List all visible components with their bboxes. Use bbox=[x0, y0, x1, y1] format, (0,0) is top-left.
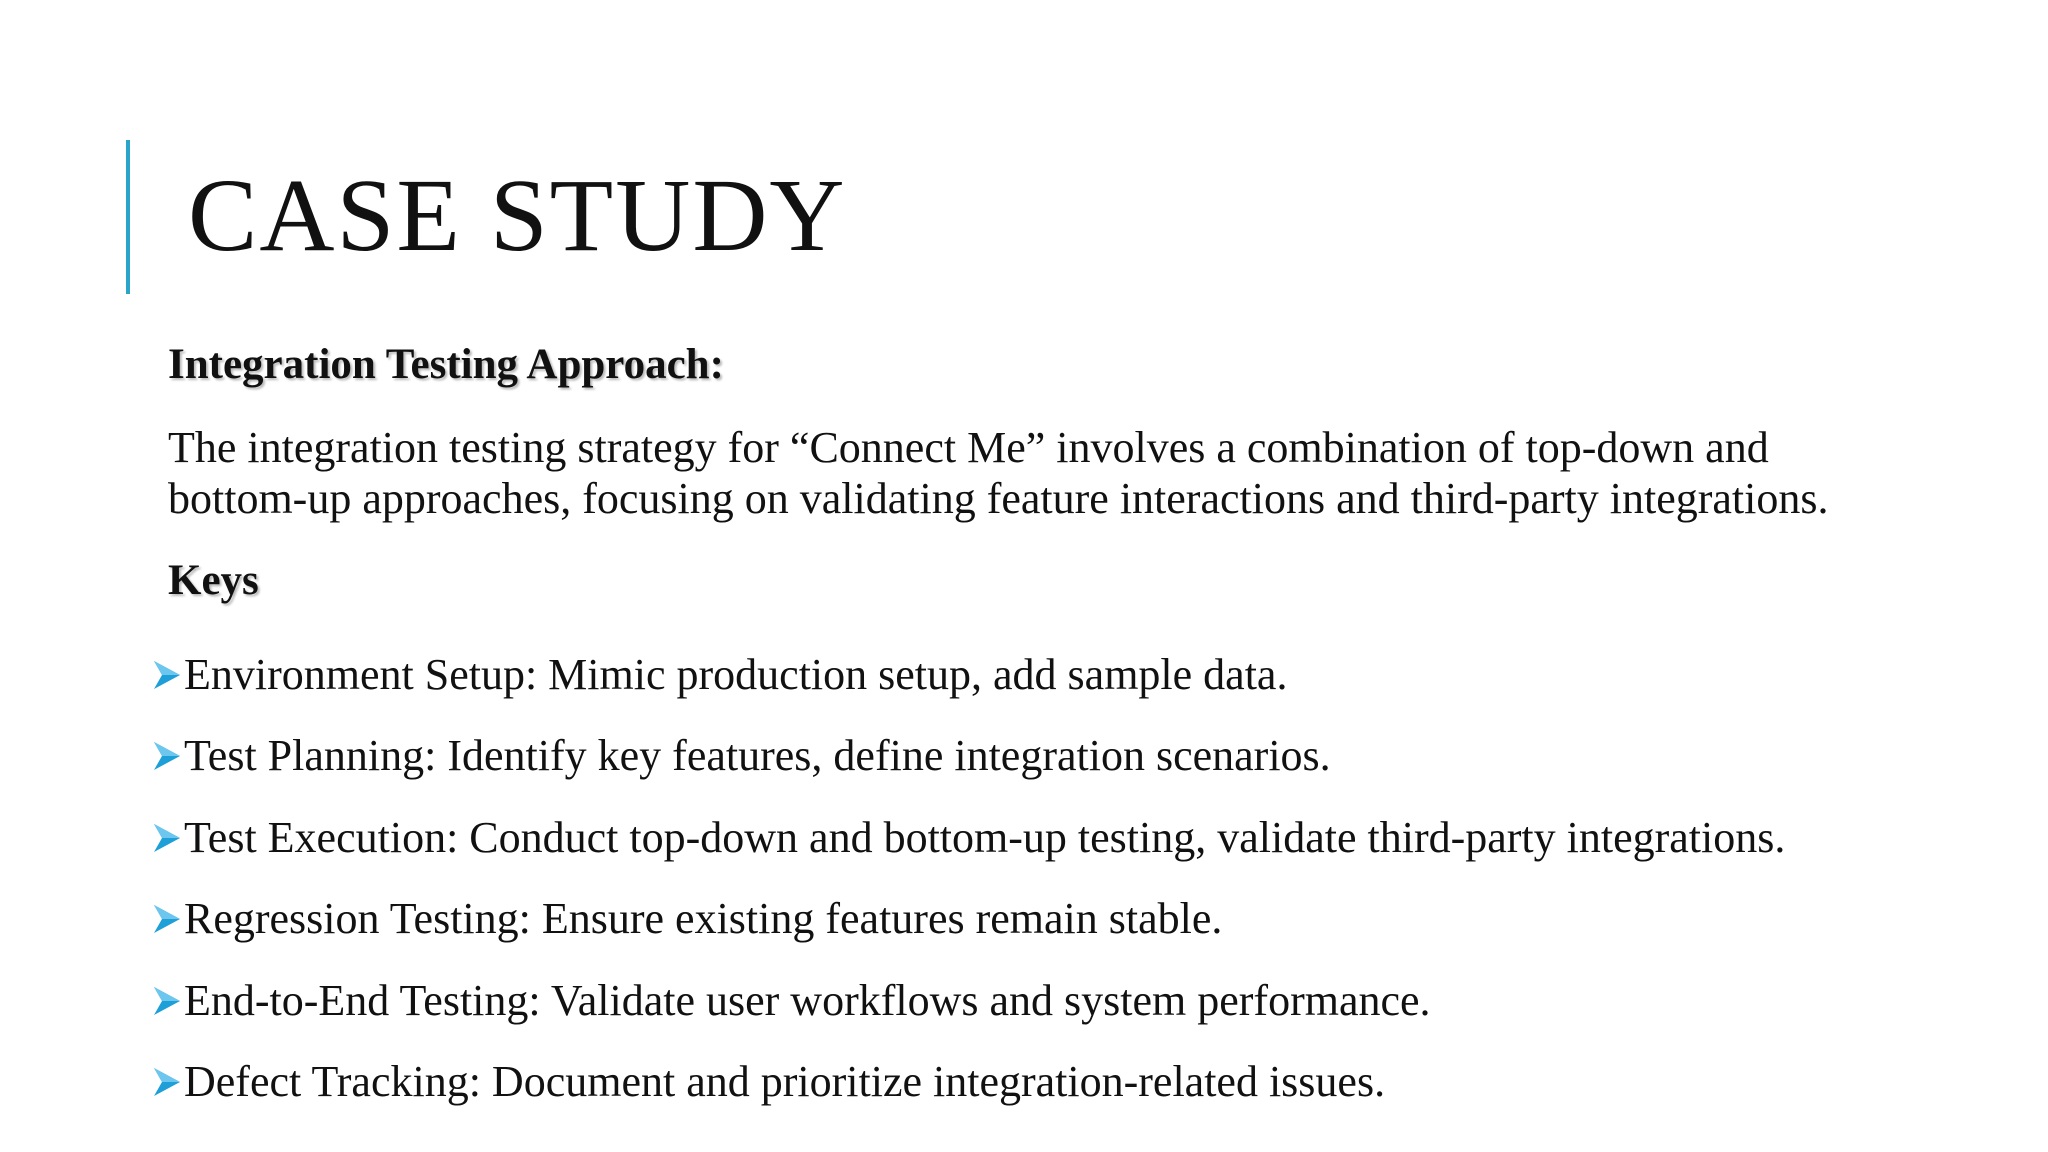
arrow-bullet-icon bbox=[152, 981, 182, 1021]
keys-bullet-list bbox=[152, 634, 1785, 1123]
bullet-item bbox=[152, 960, 1785, 1042]
paragraph-line: bottom-up approaches, focusing on validating feature interactions and third-party integrations. bbox=[168, 474, 1829, 523]
bullet-text: Regression Testing: Ensure existing features remain stable. bbox=[184, 894, 1223, 944]
keys-heading: Keys bbox=[168, 557, 259, 604]
section-heading: Integration Testing Approach: bbox=[168, 341, 724, 388]
arrow-bullet-icon bbox=[152, 818, 182, 858]
bullet-text: Environment Setup: Mimic production setup, add sample data. bbox=[184, 649, 1288, 699]
bullet-text: Test Execution: Conduct top-down and bottom-up testing, validate third-party integrations. bbox=[184, 812, 1786, 862]
bullet-item bbox=[152, 1042, 1785, 1124]
slide-title: CASE STUDY bbox=[188, 158, 847, 273]
bullet-text: End-to-End Testing: Validate user workflows and system performance. bbox=[184, 975, 1431, 1025]
bullet-item bbox=[152, 716, 1785, 798]
bullet-item bbox=[152, 797, 1785, 879]
arrow-bullet-icon bbox=[152, 899, 182, 939]
approach-paragraph bbox=[168, 422, 1988, 524]
title-accent-bar bbox=[126, 140, 130, 294]
arrow-bullet-icon bbox=[152, 736, 182, 776]
bullet-item bbox=[152, 879, 1785, 961]
arrow-bullet-icon bbox=[152, 1062, 182, 1102]
bullet-text: Test Planning: Identify key features, define integration scenarios. bbox=[184, 731, 1331, 781]
bullet-text: Defect Tracking: Document and prioritize integration-related issues. bbox=[184, 1057, 1386, 1107]
bullet-item bbox=[152, 634, 1785, 716]
paragraph-line: The integration testing strategy for “Connect Me” involves a combination of top-down and bbox=[168, 423, 1769, 472]
arrow-bullet-icon bbox=[152, 655, 182, 695]
